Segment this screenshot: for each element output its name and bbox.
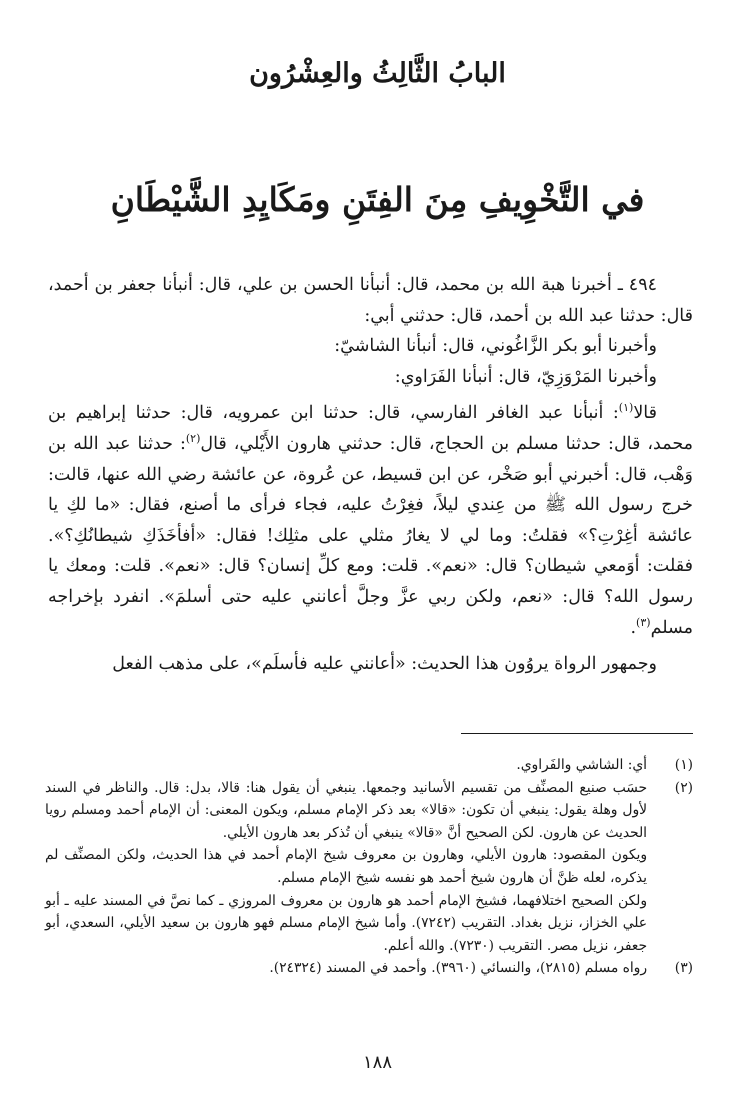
hadith-text-part2: : أنبأنا عبد الغافر الفارسي، قال: حدثنا ابن عمرويه، قال: حدثنا إبراهيم بن محمد، قال: حدثنا مسلم بن الحجاج، قال: حدثني هارون الأَيْلي، قال	[48, 403, 693, 454]
page-number: ١٨٨	[362, 1052, 392, 1073]
isnad-line-2: وأخبرنا أبو بكر الزَّاغُوني، قال: أنبأنا الشاشيّ:	[334, 336, 657, 357]
footnote-divider	[461, 733, 693, 734]
chapter-title: البابُ الثَّالِثُ والعِشْرُون	[249, 58, 506, 89]
footnote-1	[45, 754, 693, 777]
footnote-text: أي: الشاشي والفَراوي.	[516, 757, 647, 773]
footnote-3	[45, 957, 693, 980]
section-title: في التَّخْوِيفِ مِنَ الفِتَنِ ومَكَايِدِ الشَّيْطَانِ	[110, 180, 645, 219]
footnote-ref-3[interactable]: (٣)	[636, 615, 651, 629]
footnote-body	[45, 777, 647, 958]
isnad-paragraph: ٤٩٤ ـ أخبرنا هبة الله بن محمد، قال: أنبأنا الحسن بن علي، قال: أنبأنا جعفر بن أحمد، قال: حدثنا عبد الله بن أحمد، قال: حدثني أبي:	[48, 275, 693, 326]
footnotes	[45, 754, 693, 980]
footnote-text: ويكون المقصود: هارون الأيلي، وهارون بن معروف شيخ الإمام أحمد في هذا الحديث، ولكن المصنِّف لم يذكره، لعله ظنَّ أن هارون شيخ أحمد هو نفسه شيخ الإمام مسلم.	[45, 847, 647, 886]
footnote-text: حسَب صنيع المصنِّف من تقسيم الأسانيد وجمعها. ينبغي أن يقول هنا: قالا، بدل: قال. والناظر في السند لأول وهلة يقول: ينبغي أن تكون: «قالا» بعد ذكر الإمام مسلم، ويكون المعنى: أن الإمام أحمد ومسلم رويا الحديث عن هارون. لكن الصحيح أنَّ «قالا» ينبغي أن تُذكر بعد هارون الأيلي.	[45, 779, 647, 841]
main-text	[48, 270, 693, 680]
footnote-2	[45, 777, 693, 958]
footnote-number: (٣)	[674, 960, 693, 977]
footnote-ref-1[interactable]: (١)	[618, 401, 634, 415]
footnote-body	[45, 957, 647, 980]
footnote-ref-2[interactable]: (٢)	[185, 432, 201, 446]
footnote-number: (١)	[674, 757, 693, 773]
footnote-body	[45, 754, 647, 777]
hadith-text-start: قالا	[633, 403, 657, 424]
hadith-text-part3: : حدثنا عبد الله بن وَهْب، قال: أخبرني أبو صَخْر، عن ابن قسيط، عن عُروة، عن عائشة رضي الله عنها، قالت: خرج رسول الله ﷺ من عِندي ليلاً، فغِرْتُ عليه، فجاء فرأى ما أصنع، فقال: «ما لكِ يا عائشة أغِرْتِ؟» فقلتُ: وما لي لا يغارُ مثلي على مثلِك! فقال: «أفأخَذَكِ شيطانُكِ؟». فقلت: أوَمعي شيطان؟ قال: «نعم». قلت: ومع كلِّ إنسان؟ قال: «نعم». قلت: ومعك يا رسول الله؟ قال: «نعم، ولكن ربي عزَّ وجلَّ أعانني عليه حتى أسلمَ». انفرد بإخراجه مسلم	[48, 433, 693, 638]
hadith-text-end: .	[630, 617, 637, 638]
isnad-line-3: وأخبرنا المَرْوَزِيّ، قال: أنبأنا الفَرَاوي:	[394, 366, 657, 387]
footnote-text: ولكن الصحيح اختلافهما، فشيخ الإمام أحمد هو هارون بن معروف المروزي ـ كما نصَّ في المسند عليه ـ أبو علي الخزاز، نزيل بغداد. التقريب (٧٢٤٢). وأما شيخ الإمام مسلم فهو هارون بن سعيد الأيلي، السعدي، أبو جعفر، نزيل مصر. التقريب (٧٢٣٠). والله أعلم.	[45, 892, 647, 954]
footnote-text: رواه مسلم (٢٨١٥)، والنسائي (٣٩٦٠). وأحمد في المسند (٢٤٣٢٤).	[269, 960, 647, 977]
commentary-paragraph: وجمهور الرواة يروُون هذا الحديث: «أعانني عليه فأسلَم»، على مذهب الفعل	[112, 654, 657, 675]
footnote-number: (٢)	[674, 779, 693, 796]
hadith-paragraph	[48, 398, 693, 643]
